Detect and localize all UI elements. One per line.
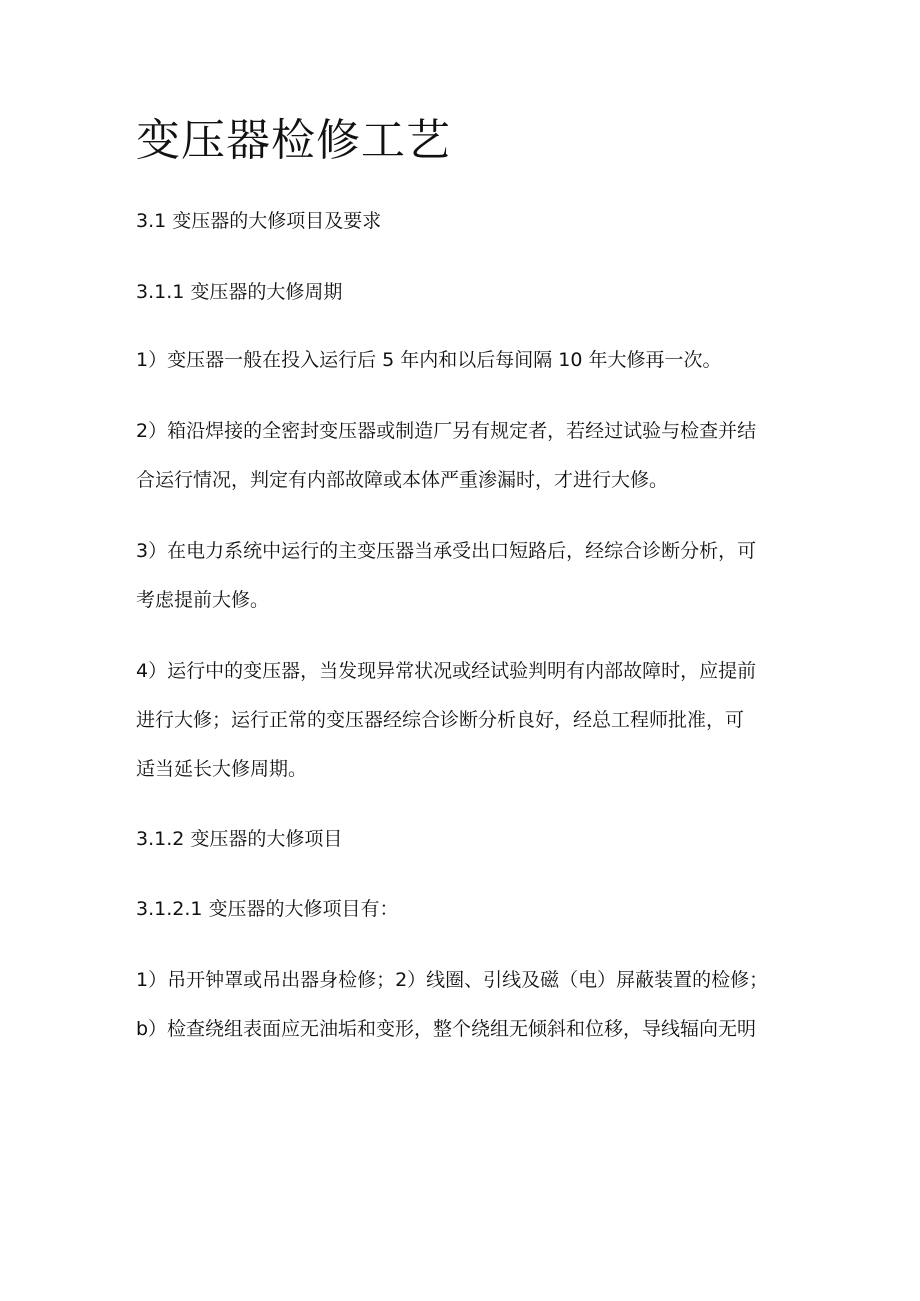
section-heading-3-1: 3.1 变压器的大修项目及要求 xyxy=(136,210,382,232)
paragraph-line: 考虑提前大修。 xyxy=(136,589,270,611)
document-title: 变压器检修工艺 xyxy=(136,115,451,166)
paragraph-line: 适当延长大修周期。 xyxy=(136,758,308,780)
paragraph-line: 进行大修；运行正常的变压器经综合诊断分析良好，经总工程师批准，可 xyxy=(136,709,745,731)
section-heading-3-1-2-1: 3.1.2.1 变压器的大修项目有： xyxy=(136,898,399,920)
paragraph-line: 3）在电力系统中运行的主变压器当承受出口短路后，经综合诊断分析，可 xyxy=(136,540,757,562)
paragraph-line: 2）箱沿焊接的全密封变压器或制造厂另有规定者，若经过试验与检查并结 xyxy=(136,420,757,442)
paragraph-line: 1）吊开钟罩或吊出器身检修；2）线圈、引线及磁（电）屏蔽装置的检修； xyxy=(136,969,769,991)
paragraph-line: 合运行情况，判定有内部故障或本体严重渗漏时，才进行大修。 xyxy=(136,469,669,491)
paragraph-line: 4）运行中的变压器，当发现异常状况或经试验判明有内部故障时，应提前 xyxy=(136,660,757,682)
paragraph-line: 1）变压器一般在投入运行后 5 年内和以后每间隔 10 年大修再一次。 xyxy=(136,349,722,371)
paragraph-line: b）检查绕组表面应无油垢和变形，整个绕组无倾斜和位移，导线辐向无明 xyxy=(136,1018,757,1040)
section-heading-3-1-1: 3.1.1 变压器的大修周期 xyxy=(136,281,343,303)
section-heading-3-1-2: 3.1.2 变压器的大修项目 xyxy=(136,828,343,850)
